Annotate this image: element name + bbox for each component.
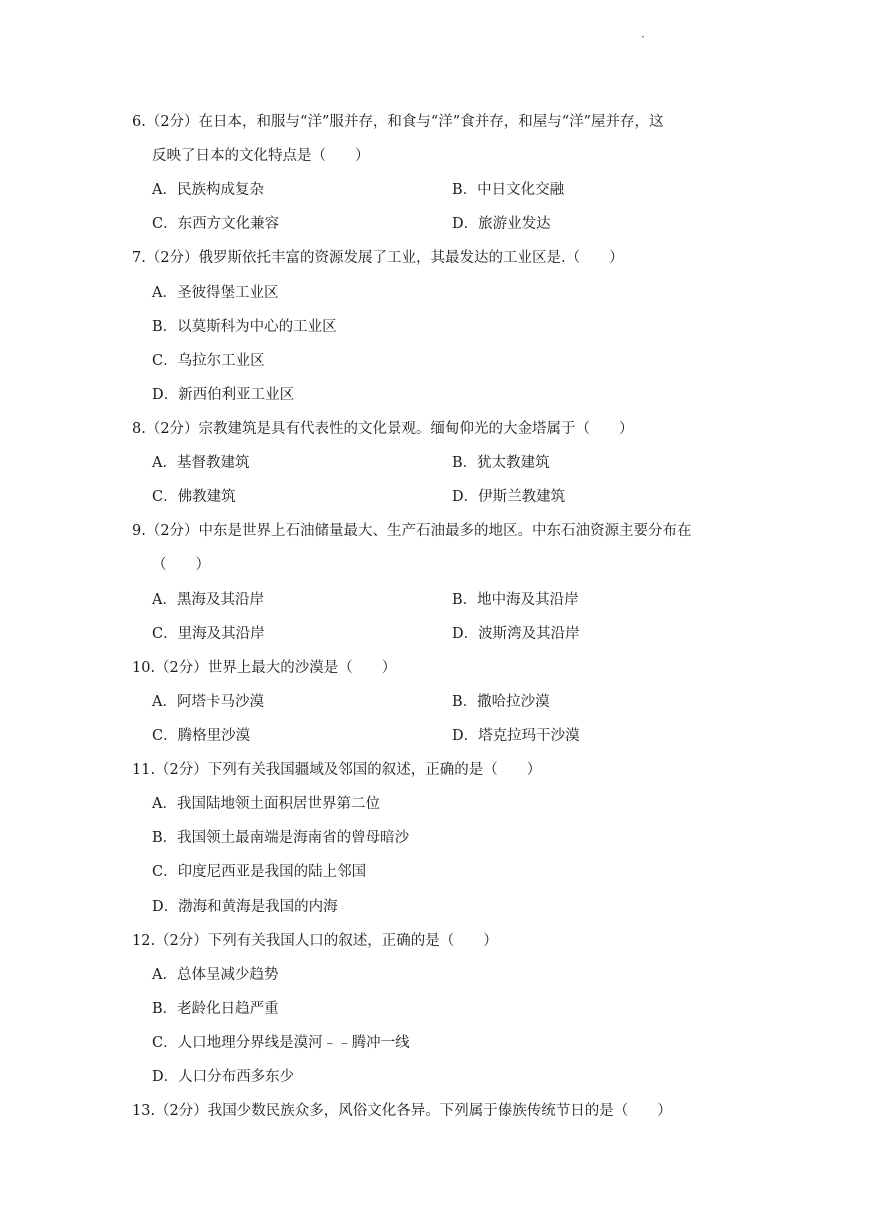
- question-11-stem: 11.（2分）下列有关我国疆域及邻国的叙述，正确的是（ ）: [132, 762, 542, 778]
- question-9-stem: 9.（2分）中东是世界上石油储量最大、生产石油最多的地区。中东石油资源主要分布在: [132, 523, 692, 539]
- question-11-option-d: D．渤海和黄海是我国的内海: [152, 899, 338, 915]
- question-7-stem: 7.（2分）俄罗斯依托丰富的资源发展了工业，其最发达的工业区是.（ ）: [132, 250, 624, 266]
- question-12-option-a: A．总体呈减少趋势: [152, 967, 279, 983]
- question-9-option-a: A．黑海及其沿岸: [152, 592, 264, 608]
- question-7-option-c: C．乌拉尔工业区: [152, 353, 265, 369]
- question-6-option-d: D．旅游业发达: [452, 216, 551, 232]
- question-12-option-d: D．人口分布西多东少: [152, 1069, 295, 1085]
- question-6-stem: 6.（2分）在日本，和服与“洋”服并存，和食与“洋”食并存，和屋与“洋”屋并存，这: [132, 114, 664, 130]
- question-8-option-c: C．佛教建筑: [152, 489, 236, 505]
- question-6-stem-cont: 反映了日本的文化特点是（ ）: [152, 148, 370, 164]
- question-7-option-b: B．以莫斯科为中心的工业区: [152, 319, 337, 335]
- question-10-option-b: B．撒哈拉沙漠: [452, 694, 550, 710]
- question-11-option-b: B．我国领土最南端是海南省的曾母暗沙: [152, 830, 410, 846]
- question-6-option-b: B．中日文化交融: [452, 182, 565, 198]
- question-10-option-c: C．腾格里沙漠: [152, 728, 251, 744]
- question-10-option-d: D．塔克拉玛干沙漠: [452, 728, 580, 744]
- question-10-stem: 10.（2分）世界上最大的沙漠是（ ）: [132, 660, 397, 676]
- question-9-option-c: C．里海及其沿岸: [152, 626, 265, 642]
- question-11-option-c: C．印度尼西亚是我国的陆上邻国: [152, 864, 367, 880]
- question-12-option-c: C．人口地理分界线是漠河﹣﹣腾冲一线: [152, 1035, 410, 1051]
- question-6-option-a: A．民族构成复杂: [152, 182, 264, 198]
- question-8-option-a: A．基督教建筑: [152, 455, 250, 471]
- header-mark: ·: [641, 30, 645, 44]
- question-7-option-d: D．新西伯利亚工业区: [152, 387, 295, 403]
- question-6-option-c: C．东西方文化兼容: [152, 216, 280, 232]
- question-12-stem: 12.（2分）下列有关我国人口的叙述，正确的是（ ）: [132, 933, 498, 949]
- question-8-stem: 8.（2分）宗教建筑是具有代表性的文化景观。缅甸仰光的大金塔属于（ ）: [132, 421, 634, 437]
- question-12-option-b: B．老龄化日趋严重: [152, 1001, 279, 1017]
- question-7-option-a: A．圣彼得堡工业区: [152, 285, 279, 301]
- question-10-option-a: A．阿塔卡马沙漠: [152, 694, 264, 710]
- question-9-option-b: B．地中海及其沿岸: [452, 592, 579, 608]
- question-8-option-d: D．伊斯兰教建筑: [452, 489, 566, 505]
- question-11-option-a: A．我国陆地领土面积居世界第二位: [152, 796, 380, 812]
- question-13-stem: 13.（2分）我国少数民族众多，风俗文化各异。下列属于傣族传统节日的是（ ）: [132, 1103, 672, 1119]
- question-8-option-b: B．犹太教建筑: [452, 455, 550, 471]
- question-9-stem-cont: （ ）: [152, 557, 210, 573]
- question-9-option-d: D．波斯湾及其沿岸: [452, 626, 580, 642]
